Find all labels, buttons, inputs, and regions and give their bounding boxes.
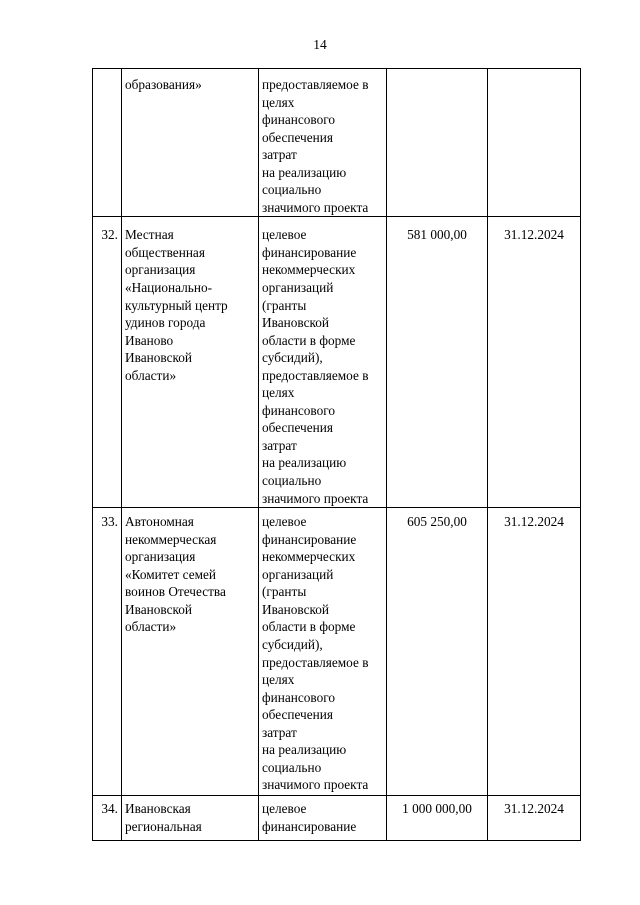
purpose-cell: целевое финансирование (259, 796, 387, 841)
date-cell: 31.12.2024 (488, 508, 581, 796)
row-number-cell: 33. (93, 508, 122, 796)
row-number-cell: 32. (93, 217, 122, 508)
date-cell (488, 69, 581, 217)
organization-cell: Автономная некоммерческая организация «Комитет семей воинов Отечества Ивановской области» (122, 508, 259, 796)
purpose-cell: предоставляемое в целях финансового обеспечения затрат на реализацию социально значимого проекта (259, 69, 387, 217)
date-cell: 31.12.2024 (488, 796, 581, 841)
page-number: 14 (313, 37, 327, 52)
organization-cell: Местная общественная организация «Национально- культурный центр удинов города Иваново Ивановской области» (122, 217, 259, 508)
grants-table (92, 68, 581, 841)
table-row (93, 796, 581, 841)
row-number-cell: 34. (93, 796, 122, 841)
table-row (93, 508, 581, 796)
organization-cell: образования» (122, 69, 259, 217)
table-row (93, 69, 581, 217)
table-row (93, 217, 581, 508)
amount-cell: 605 250,00 (387, 508, 488, 796)
row-number-cell (93, 69, 122, 217)
date-cell: 31.12.2024 (488, 217, 581, 508)
purpose-cell: целевое финансирование некоммерческих организаций (гранты Ивановской области в форме субсидий), предоставляемое в целях финансового обеспечения затрат на реализацию социально значимого проекта (259, 217, 387, 508)
amount-cell: 581 000,00 (387, 217, 488, 508)
amount-cell (387, 69, 488, 217)
amount-cell: 1 000 000,00 (387, 796, 488, 841)
purpose-cell: целевое финансирование некоммерческих организаций (гранты Ивановской области в форме субсидий), предоставляемое в целях финансового обеспечения затрат на реализацию социально значимого проекта (259, 508, 387, 796)
organization-cell: Ивановская региональная (122, 796, 259, 841)
